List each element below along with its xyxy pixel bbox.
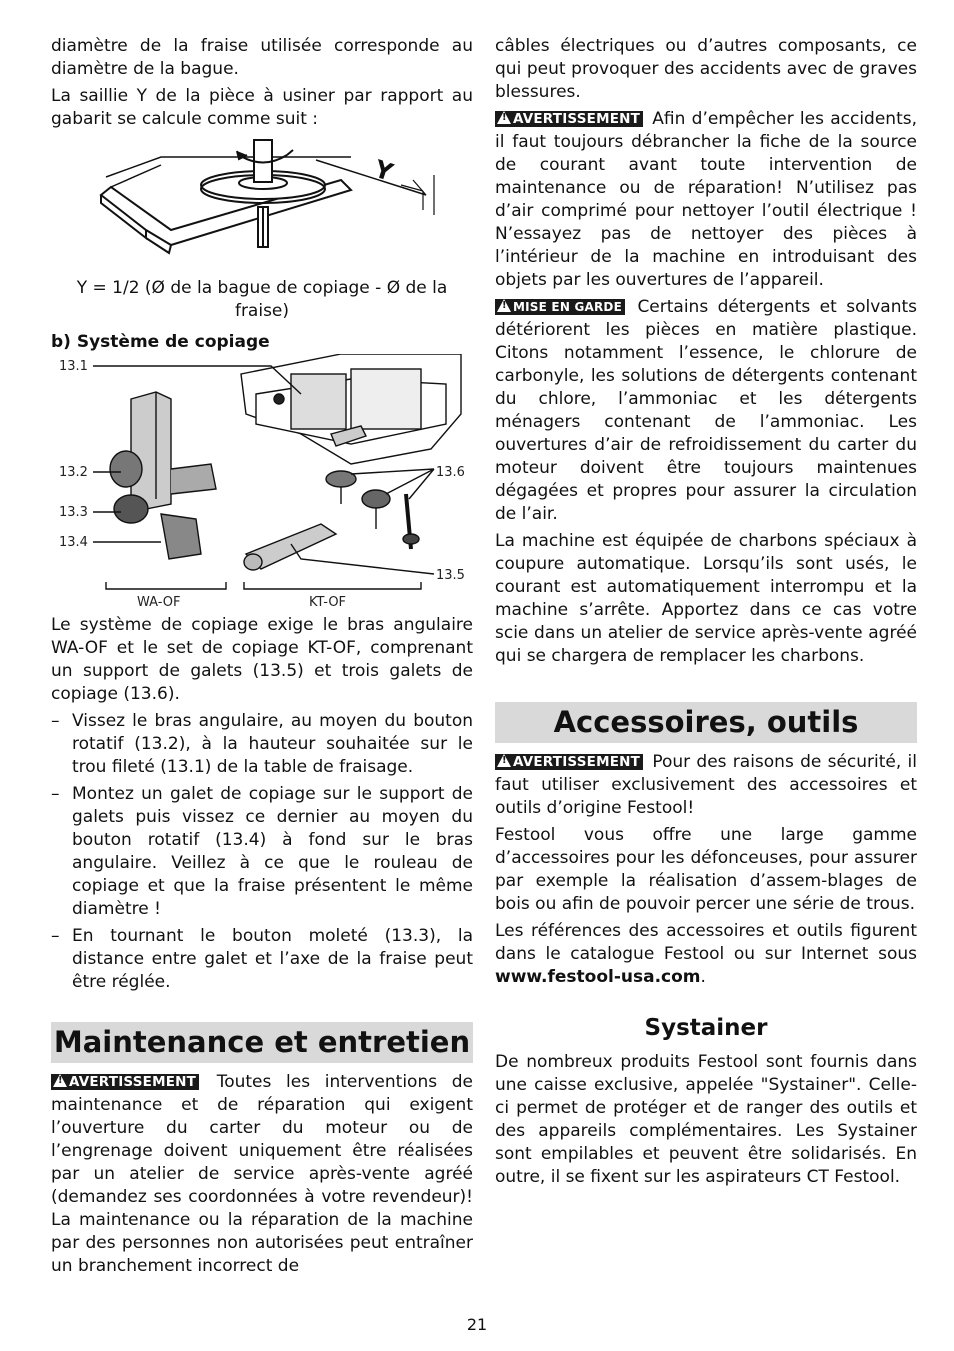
paragraph: diamètre de la fraise utilisée corresponde au diamètre de la bague. bbox=[51, 36, 473, 79]
callout-13-1: 13.1 bbox=[59, 359, 88, 374]
warning-icon bbox=[53, 1074, 67, 1087]
label-wa-of: WA-OF bbox=[137, 595, 181, 610]
page-number: 21 bbox=[466, 1315, 488, 1334]
paragraph: La saillie Y de la pièce à usiner par rapport au gabarit se calcule comme suit : bbox=[51, 86, 473, 129]
warning-icon bbox=[497, 111, 511, 124]
callout-13-5: 13.5 bbox=[436, 568, 465, 583]
paragraph: Le système de copiage exige le bras angulaire WA-OF et le set de copiage KT-OF, comprenant un support de galets (13.5) et trois galets de copiage (13.6). bbox=[51, 615, 473, 704]
festool-website-link[interactable]: www.festool-usa.com bbox=[495, 967, 701, 987]
warning-paragraph: !AVERTISSEMENT Pour des raisons de sécurité, il faut utiliser exclusivement des accessoires et outils d’origine Festool! bbox=[495, 751, 917, 820]
label-kt-of: KT-OF bbox=[309, 595, 347, 610]
list-item: – Vissez le bras angulaire, au moyen du bouton rotatif (13.2), à la hauteur souhaitée sur le trou fileté (13.1) de la table de fraisage. bbox=[51, 710, 473, 779]
paragraph: câbles électriques ou d’autres composants, ce qui peut provoquer des accidents avec de graves blessures. bbox=[495, 36, 917, 102]
warning-icon bbox=[497, 754, 511, 767]
paragraph: La machine est équipée de charbons spéciaux à coupure automatique. Lorsqu’ils sont usés, le courant est automatiquement interrompu et la machine s’arrête. Apportez dans ce cas votre scie dans un atelier de service après-vente agréé qui se chargera de remplacer les charbons. bbox=[495, 531, 917, 666]
section-title-accessories: Accessoires, outils bbox=[495, 702, 917, 743]
copy-ring-illustration bbox=[51, 135, 473, 277]
paragraph: Festool vous offre une large gamme d’accessoires pour les défonceuses, pour assurer par exemple la réalisation d’assem-blages de bois ou afin de pouvoir percer une série de trous. bbox=[495, 825, 917, 914]
caution-badge: !MISE EN GARDE bbox=[495, 299, 625, 315]
callout-13-3: 13.3 bbox=[59, 505, 88, 520]
callout-13-2: 13.2 bbox=[59, 465, 88, 480]
paragraph: Les références des accessoires et outils figurent dans le catalogue Festool ou sur Internet sous www.festool-usa.com. bbox=[495, 921, 917, 987]
callout-13-6: 13.6 bbox=[436, 465, 465, 480]
figure-copy-ring bbox=[51, 135, 473, 277]
subheading-copy-system: b) Système de copiage bbox=[51, 332, 270, 352]
callout-13-4: 13.4 bbox=[59, 535, 88, 550]
warning-badge: !AVERTISSEMENT bbox=[495, 111, 643, 127]
warning-paragraph: !AVERTISSEMENT Toutes les interventions de maintenance et de réparation qui exigent l’ouverture du carter du moteur ou de l’engrenage doivent uniquement être réalisées par un atelier de service après-vente agréé (demandez ses coordonnées à votre revendeur)! La maintenance ou la réparation de la machine par des personnes non autorisées peut entraîner un branchement incorrect de bbox=[51, 1071, 473, 1278]
warning-icon bbox=[497, 299, 511, 312]
warning-badge: !AVERTISSEMENT bbox=[495, 754, 643, 770]
section-title-maintenance: Maintenance et entretien bbox=[51, 1022, 473, 1063]
list-item: – En tournant le bouton moleté (13.3), la distance entre galet et l’axe de la fraise peut être réglée. bbox=[51, 925, 473, 994]
right-column bbox=[495, 35, 917, 1193]
subtitle-systainer: Systainer bbox=[644, 1015, 768, 1041]
instruction-list bbox=[51, 710, 473, 994]
formula: Y = 1/2 (Ø de la bague de copiage - Ø de la fraise) bbox=[76, 278, 448, 321]
figure-copy-system bbox=[51, 354, 473, 614]
list-item: – Montez un galet de copiage sur le support de galets puis vissez ce dernier au moyen du bouton rotatif (13.4) à fond sur le bras angulaire. Veillez à ce que le rouleau de copiage et que la fraise présentent le même diamètre ! bbox=[51, 783, 473, 921]
copy-system-illustration bbox=[51, 354, 473, 614]
paragraph: De nombreux produits Festool sont fournis dans une caisse exclusive, appelée "Systainer". Celle-ci permet de protéger et de ranger des outils et des appareils complémentaires. Les Systainer sont empilables et peuvent être solidarisés. En outre, il se fixent sur les aspirateurs CT Festool. bbox=[495, 1052, 917, 1187]
caution-paragraph: !MISE EN GARDE Certains détergents et solvants détériorent les pièces en matière plastique. Citons notamment l’essence, le chlorure de carbonyle, les solutions de détergents contenant du chlore, l’ammoniac et les détergents ménagers contenant de l’ammoniac. Les ouvertures d’air de refroidissement du carter du moteur doivent être toujours maintenues dégagées et propres pour assurer la circulation de l’air. bbox=[495, 296, 917, 526]
warning-paragraph: !AVERTISSEMENT Afin d’empêcher les accidents, il faut toujours débrancher la fiche de la source de courant avant toute intervention de maintenance ou de réparation! N’utilisez pas d’air comprimé pour nettoyer l’outil électrique ! N’essayez pas de nettoyer des pièces à l’intérieur de la machine en introduisant des objets par les ouvertures de l’appareil. bbox=[495, 108, 917, 292]
warning-badge: !AVERTISSEMENT bbox=[51, 1074, 199, 1090]
y-label: Y bbox=[370, 154, 397, 187]
left-column bbox=[51, 35, 473, 1282]
